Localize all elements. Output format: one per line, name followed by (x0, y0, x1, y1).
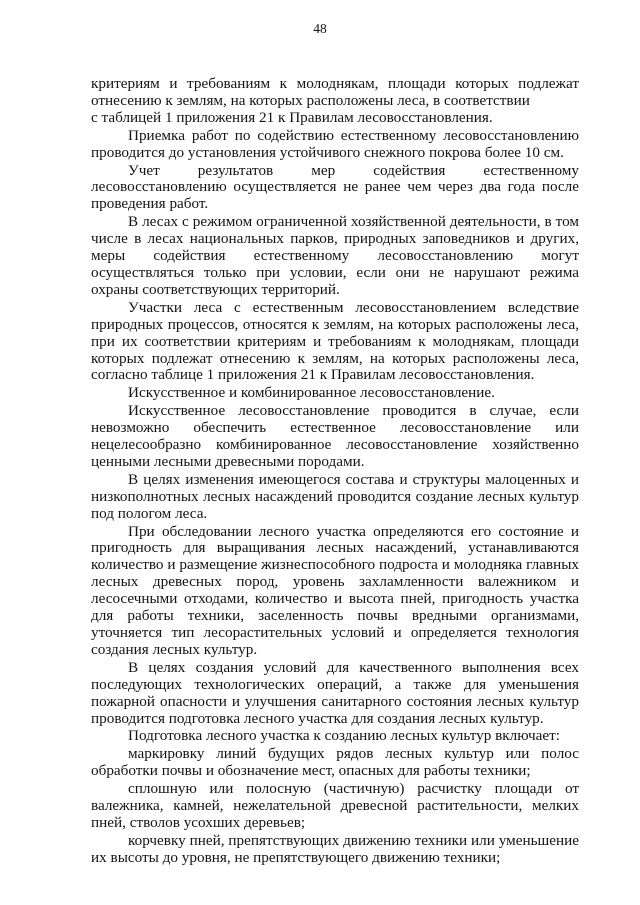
paragraph: маркировку линий будущих рядов лесных культур или полос обработки почвы и обозначение мест, опасных для работы техники; (91, 745, 579, 780)
paragraph: В целях изменения имеющегося состава и структуры малоценных и низкополнотных лесных насаждений проводится создание лесных культур под пологом леса. (91, 470, 579, 522)
paragraph: Подготовка лесного участка к созданию лесных культур включает: (128, 727, 560, 745)
paragraph: Учет результатов мер содействия естественному лесовосстановлению осуществляется не ранее чем через два года после проведения работ. (91, 161, 579, 213)
paragraph: сплошную или полосную (частичную) расчистку площади от валежника, камней, нежелательной древесной растительности, мелких пней, стволов усохших деревьев; (91, 780, 579, 831)
paragraph: Искусственное и комбинированное лесовосстановление. (128, 384, 495, 402)
paragraph: Приемка работ по содействию естественному лесовосстановлению проводится до установления устойчивого снежного покрова более 10 см. (91, 126, 579, 161)
paragraph: В лесах с режимом ограниченной хозяйственной деятельности, в том числе в лесах национальных парков, природных заповедников и других, меры содействия естественному лесовосстановлению могут осуществляться только при условии, если они не нарушают режима охраны соответствующих территорий. (91, 213, 579, 298)
paragraph: критериям и требованиям к молоднякам, площади которых подлежат отнесению к землям, на которых расположены леса, в соответствии (91, 75, 579, 109)
page-number: 48 (313, 21, 327, 36)
paragraph: корчевку пней, препятствующих движению техники или уменьшение их высоты до уровня, не препятствующего движению техники; (91, 831, 579, 866)
paragraph: Искусственное лесовосстановление проводится в случае, если невозможно обеспечить естественное лесовосстановление или нецелесообразно комбинированное лесовосстановление хозяйственно ценными лесными древесными породами. (91, 402, 579, 470)
paragraph: с таблицей 1 приложения 21 к Правилам лесовосстановления. (91, 108, 493, 126)
paragraph: В целях создания условий для качественного выполнения всех последующих технологических операций, а также для уменьшения пожарной опасности и улучшения санитарного состояния лесных культур проводится подготовка лесного участка для создания лесных культур. (91, 658, 579, 727)
body-text (91, 76, 579, 868)
paragraph: Участки леса с естественным лесовосстановлением вследствие природных процессов, относятся к землям, на которых расположены леса, при их соответствии критериям и требованиям к молоднякам, площади которых подлежат отнесению к землям, на которых расположены леса, согласно таблице 1 приложения 21 к Правилам лесовосстановления. (91, 298, 579, 384)
paragraph: При обследовании лесного участка определяются его состояние и пригодность для выращивания лесных насаждений, устанавливаются количество и размещение жизнеспособного подроста и молодняка главных лесных древесных пород, уровень захламленности валежником и лесосечными отходами, количество и высота пней, пригодность участка для работы техники, заселенность почвы вредными организмами, уточняется тип лесорастительных условий и определяется технология создания лесных культур. (91, 522, 579, 658)
